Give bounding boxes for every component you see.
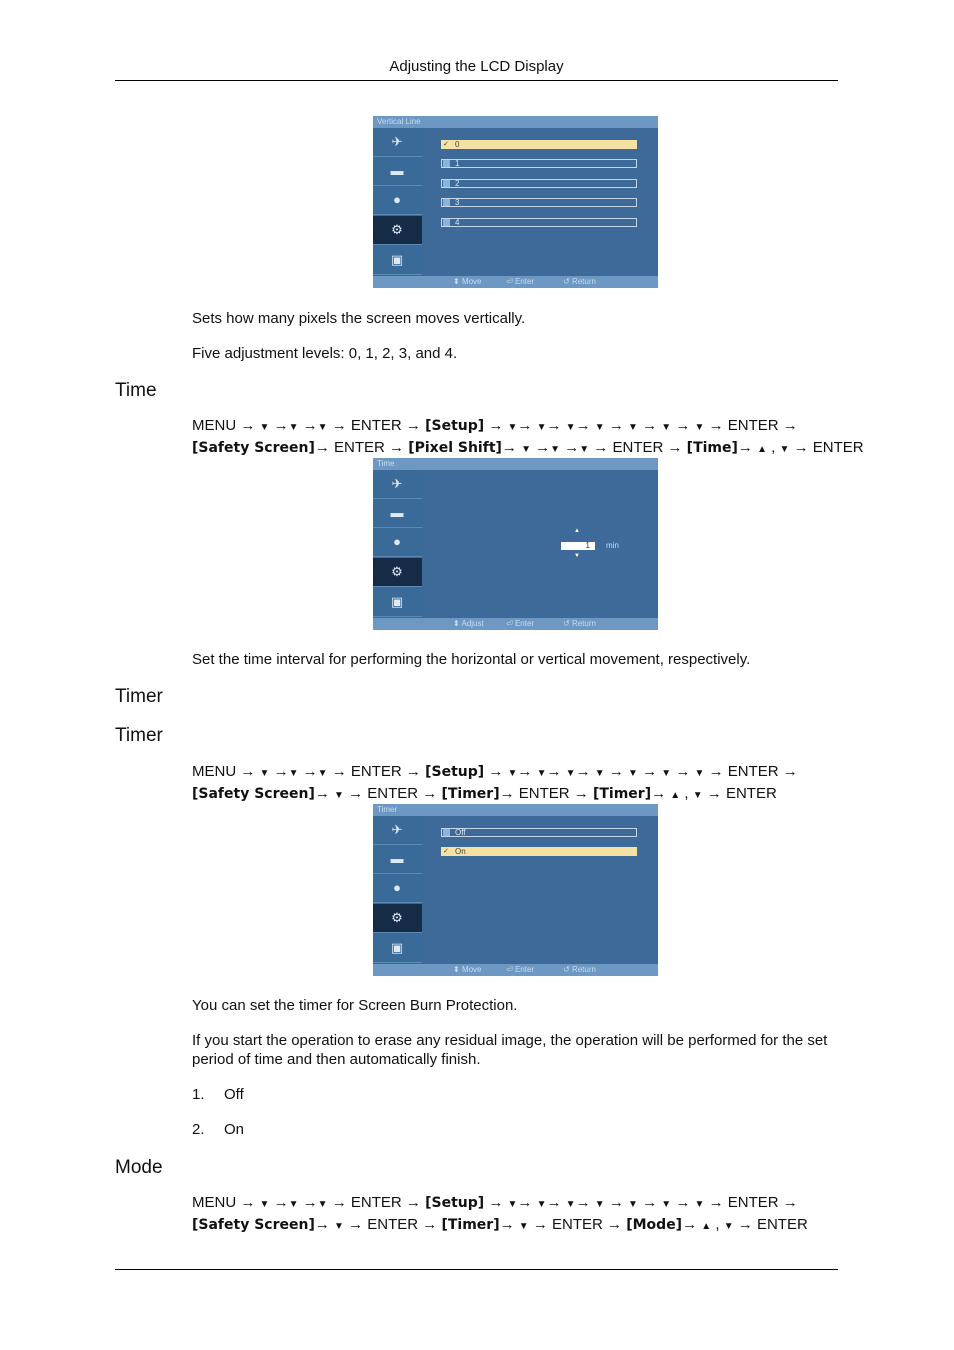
footer-adjust: ⬍ Adjust <box>453 619 484 628</box>
multi-control-icon: ▣ <box>373 934 422 963</box>
nav-line-2: [Safety Screen]→ ▼ → ENTER → [Timer]→ ENTER → [Timer]→ ▲ , ▼ → ENTER <box>192 785 777 802</box>
osd-timer <box>373 804 658 976</box>
footer-enter: ⏎ Enter <box>506 619 535 628</box>
nav-line-2: [Safety Screen]→ ▼ → ENTER → [Timer]→ ▼ → ENTER → [Mode]→ ▲ , ▼ → ENTER <box>192 1216 808 1233</box>
up-arrow-icon: ▲ <box>574 528 580 534</box>
osd-footer <box>373 276 658 288</box>
osd-sidebar <box>373 128 422 276</box>
multi-control-icon: ▣ <box>373 246 422 275</box>
osd-sidebar <box>373 816 422 964</box>
antenna-icon: ✈ <box>373 128 422 157</box>
antenna-icon: ✈ <box>373 816 422 845</box>
option-3: 3 <box>441 198 637 207</box>
osd-title: Timer <box>377 805 398 814</box>
footer-move: ⬍ Move <box>453 277 482 286</box>
osd-time <box>373 458 658 630</box>
header-rule <box>115 80 838 81</box>
option-on: ✓ On <box>441 847 637 856</box>
footer-return: ↺ Return <box>563 619 596 628</box>
osd-title-bar <box>373 458 658 470</box>
heading-mode: Mode <box>115 1157 163 1178</box>
osd-vertical-line <box>373 116 658 288</box>
sound-icon: ● <box>373 874 422 903</box>
heading-time: Time <box>115 380 157 401</box>
nav-line-1: MENU → ▼ →▼ →▼ → ENTER → [Setup] → ▼→ ▼→ ▼→ ▼ → ▼ → ▼ → ▼ → ENTER → <box>192 417 798 434</box>
nav-path-timer <box>192 762 842 806</box>
osd-footer <box>373 964 658 976</box>
osd-title-bar <box>373 804 658 816</box>
footer-move: ⬍ Move <box>453 965 482 974</box>
vertical-line-description: Sets how many pixels the screen moves vertically. <box>192 310 526 327</box>
picture-icon: ▬ <box>373 157 422 186</box>
time-value-box: 1 <box>561 542 595 550</box>
osd-title-bar <box>373 116 658 128</box>
osd-title: Time <box>377 459 395 468</box>
nav-line-1: MENU → ▼ →▼ →▼ → ENTER → [Setup] → ▼→ ▼→ ▼→ ▼ → ▼ → ▼ → ▼ → ENTER → <box>192 1194 798 1211</box>
nav-line-2: [Safety Screen]→ ENTER → [Pixel Shift]→ ▼ →▼ →▼ → ENTER → [Time]→ ▲ , ▼ → ENTER <box>192 439 864 456</box>
picture-icon: ▬ <box>373 845 422 874</box>
time-unit: min <box>606 541 619 550</box>
sound-icon: ● <box>373 528 422 557</box>
option-0: ✓ 0 <box>441 140 637 149</box>
page-header: Adjusting the LCD Display <box>389 58 564 75</box>
osd-main <box>422 816 658 964</box>
check-icon: ✓ <box>443 848 449 855</box>
sound-icon: ● <box>373 186 422 215</box>
footer-return: ↺ Return <box>563 277 596 286</box>
down-arrow-icon: ▼ <box>574 553 580 559</box>
picture-icon: ▬ <box>373 499 422 528</box>
osd-main <box>422 470 658 618</box>
antenna-icon: ✈ <box>373 470 422 499</box>
check-icon: ✓ <box>443 141 449 148</box>
timer-description: You can set the timer for Screen Burn Protection. <box>192 997 518 1014</box>
nav-path-time <box>192 416 864 460</box>
nav-line-1: MENU → ▼ →▼ →▼ → ENTER → [Setup] → ▼→ ▼→ ▼→ ▼ → ▼ → ▼ → ▼ → ENTER → <box>192 763 798 780</box>
timer-detail: If you start the operation to erase any residual image, the operation will be performed for the set period of time and then automatically finish. <box>192 1032 828 1068</box>
footer-return: ↺ Return <box>563 965 596 974</box>
list-item: 1. Off <box>192 1086 244 1103</box>
osd-sidebar <box>373 470 422 618</box>
option-off: Off <box>441 828 637 837</box>
vertical-line-levels: Five adjustment levels: 0, 1, 2, 3, and 4. <box>192 345 458 362</box>
footer-enter: ⏎ Enter <box>506 965 535 974</box>
multi-control-icon: ▣ <box>373 588 422 617</box>
heading-timer: Timer <box>115 686 163 707</box>
setup-gear-icon: ⚙ <box>373 558 422 587</box>
footer-rule <box>115 1269 838 1270</box>
osd-main <box>422 128 658 276</box>
setup-gear-icon: ⚙ <box>373 216 422 245</box>
osd-title: Vertical Line <box>377 117 421 126</box>
setup-gear-icon: ⚙ <box>373 904 422 933</box>
footer-enter: ⏎ Enter <box>506 277 535 286</box>
heading-timer-sub: Timer <box>115 725 163 746</box>
option-1: 1 <box>441 159 637 168</box>
nav-path-mode <box>192 1193 842 1237</box>
time-description: Set the time interval for performing the horizontal or vertical movement, respectively. <box>192 651 751 668</box>
osd-footer <box>373 618 658 630</box>
option-2: 2 <box>441 179 637 188</box>
option-4: 4 <box>441 218 637 227</box>
list-item: 2. On <box>192 1121 245 1138</box>
